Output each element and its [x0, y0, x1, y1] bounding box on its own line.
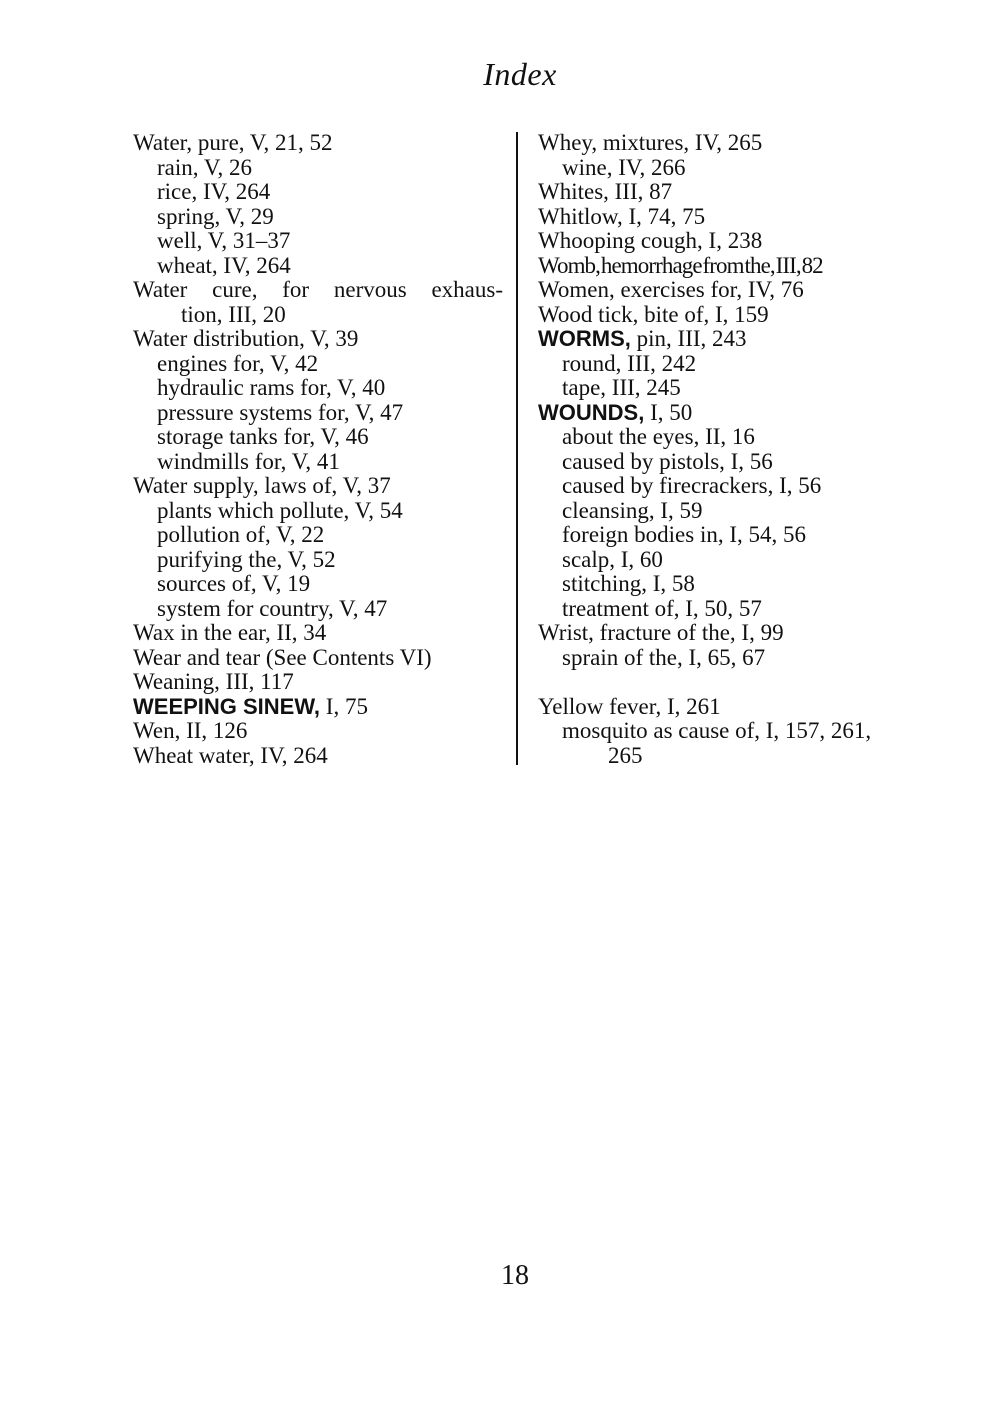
index-column-right	[538, 131, 918, 768]
index-entry-heading: WOUNDS,	[538, 399, 645, 425]
index-subentry: tape, III, 245	[562, 375, 681, 400]
index-entry: Whooping cough, I, 238	[538, 228, 763, 253]
index-subentry: rain, V, 26	[157, 154, 252, 180]
index-subentry: storage tanks for, V, 46	[157, 424, 369, 449]
index-subentry: wheat, IV, 264	[157, 252, 291, 278]
index-column-left	[133, 131, 503, 768]
index-entry: Yellow fever, I, 261	[538, 693, 721, 719]
index-entry	[538, 401, 918, 426]
index-entry-reference: I, 50	[644, 399, 693, 425]
index-subentry: engines for, V, 42	[157, 350, 319, 376]
index-entry-reference: pin, III, 243	[630, 326, 747, 351]
index-entry: Water supply, laws of, V, 37	[133, 473, 391, 498]
index-entry: Womb, hemorrhage from the, III, 82	[538, 252, 823, 278]
index-subentry: treatment of, I, 50, 57	[562, 595, 762, 621]
index-subentry: hydraulic rams for, V, 40	[157, 375, 386, 400]
index-entry-continuation: tion, III, 20	[181, 301, 286, 327]
index-entry: Weaning, III, 117	[133, 669, 294, 694]
index-entry-reference: I, 75	[320, 693, 368, 719]
index-entry: Water cure, for nervous exhaus-	[133, 277, 503, 302]
index-subentry: sprain of the, I, 65, 67	[562, 644, 766, 670]
index-subentry: cleansing, I, 59	[562, 497, 703, 523]
index-subentry: pressure systems for, V, 47	[157, 399, 404, 425]
index-entry: Wear and tear (See Contents VI)	[133, 644, 432, 670]
index-subentry: spring, V, 29	[157, 203, 274, 229]
index-subentry: caused by firecrackers, I, 56	[562, 473, 822, 498]
index-subentry: mosquito as cause of, I, 157, 261,	[562, 718, 872, 743]
column-divider	[516, 132, 518, 765]
index-subentry: sources of, V, 19	[157, 571, 311, 596]
index-entry	[133, 695, 503, 720]
index-entry: Whitlow, I, 74, 75	[538, 203, 706, 229]
index-entry: Women, exercises for, IV, 76	[538, 277, 804, 302]
page-title: Index	[483, 56, 557, 92]
index-subentry: wine, IV, 266	[562, 154, 686, 180]
index-entry-heading: WEEPING SINEW,	[133, 693, 321, 719]
index-subentry: rice, IV, 264	[157, 179, 271, 204]
page-number: 18	[501, 1260, 529, 1291]
index-subentry: windmills for, V, 41	[157, 448, 340, 474]
section-gap	[538, 670, 918, 695]
index-entry: Wen, II, 126	[133, 718, 248, 743]
index-entry: Wood tick, bite of, I, 159	[538, 301, 769, 327]
index-subentry: well, V, 31–37	[157, 228, 291, 253]
index-entry: Whites, III, 87	[538, 179, 673, 204]
index-entry: Whey, mixtures, IV, 265	[538, 130, 763, 155]
index-entry: Water distribution, V, 39	[133, 326, 359, 351]
index-entry-heading: WORMS,	[538, 326, 631, 351]
index-subentry: foreign bodies in, I, 54, 56	[562, 522, 807, 547]
index-entry: Water, pure, V, 21, 52	[133, 130, 333, 155]
index-subentry: caused by pistols, I, 56	[562, 448, 773, 474]
index-subentry: system for country, V, 47	[157, 595, 388, 621]
index-subentry: plants which pollute, V, 54	[157, 497, 403, 523]
index-entry	[538, 327, 918, 352]
index-entry-continuation: 265	[608, 742, 643, 768]
index-subentry: stitching, I, 58	[562, 571, 695, 596]
index-subentry: purifying the, V, 52	[157, 546, 336, 572]
index-entry: Wheat water, IV, 264	[133, 742, 328, 768]
index-entry: Wrist, fracture of the, I, 99	[538, 620, 784, 645]
index-entry: Wax in the ear, II, 34	[133, 620, 327, 645]
index-subentry: pollution of, V, 22	[157, 522, 325, 547]
index-subentry: round, III, 242	[562, 350, 697, 376]
index-subentry: scalp, I, 60	[562, 546, 663, 572]
index-subentry: about the eyes, II, 16	[562, 424, 755, 449]
